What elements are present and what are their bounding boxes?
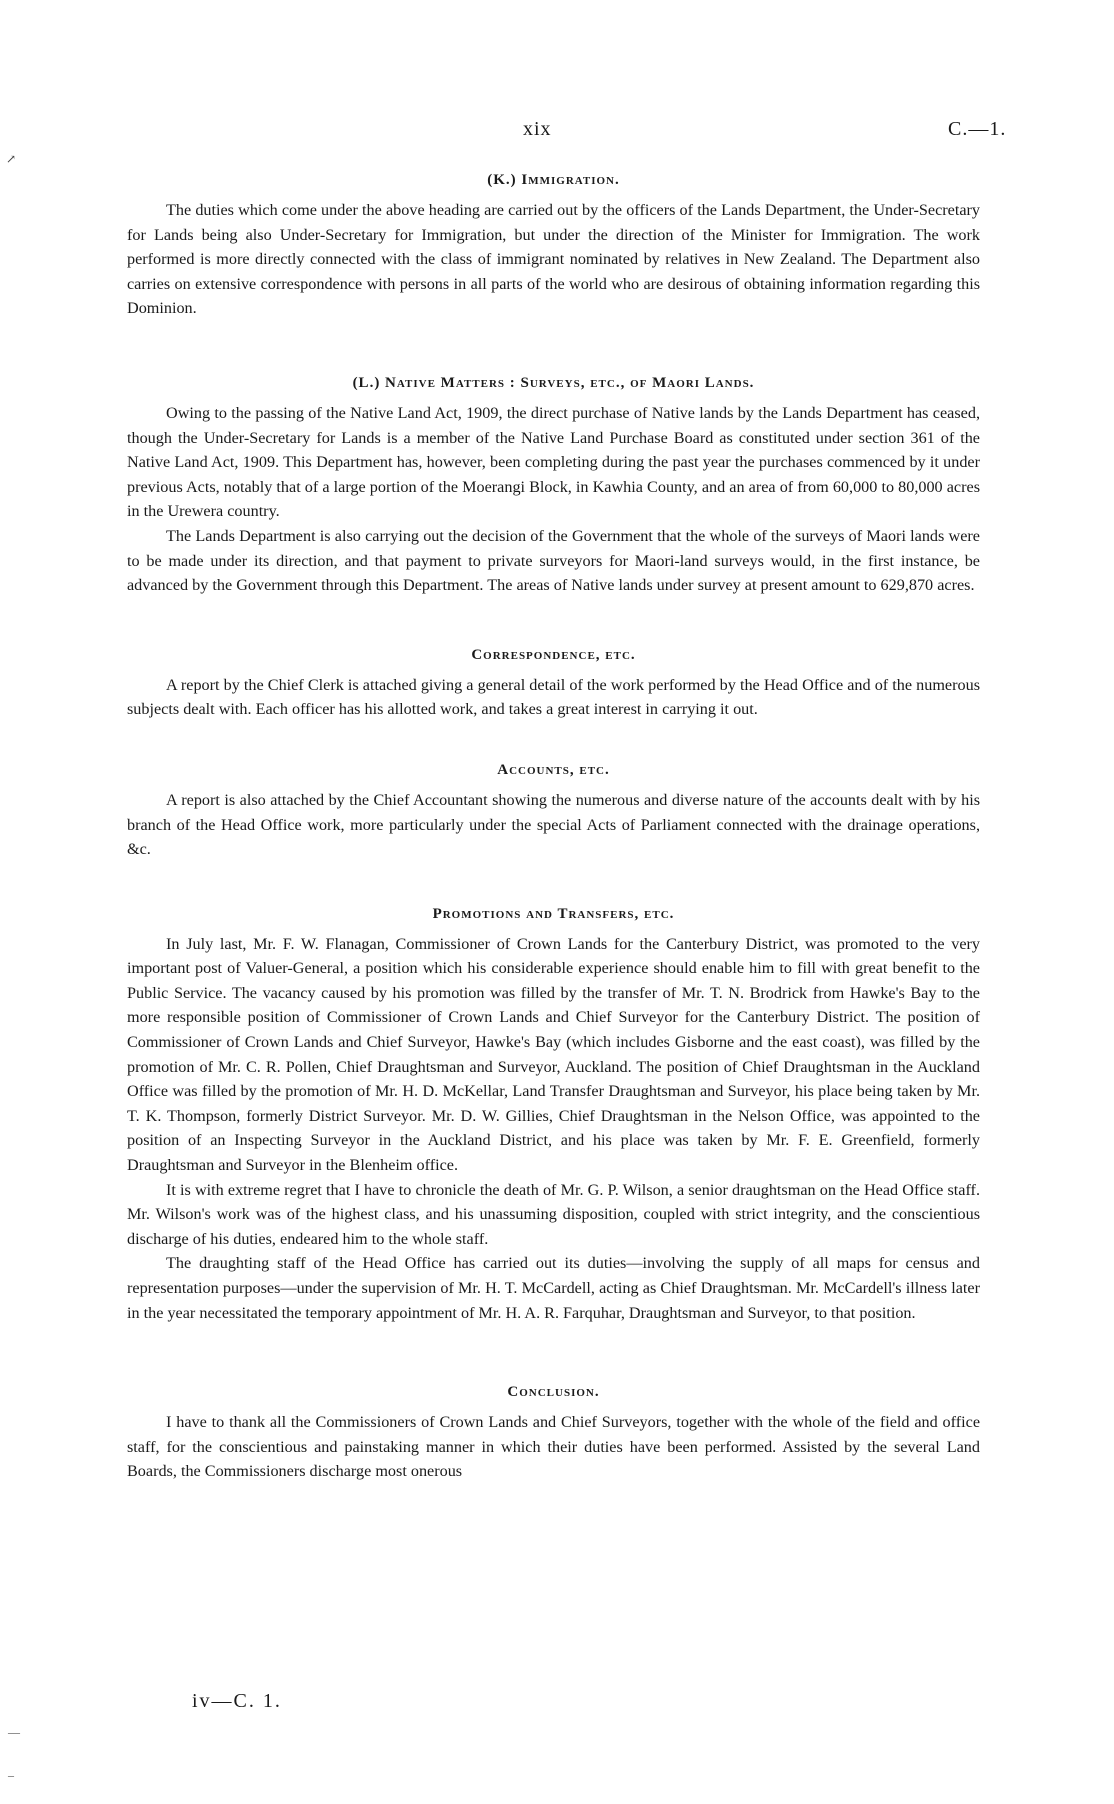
paragraph: In July last, Mr. F. W. Flanagan, Commissioner of Crown Lands for the Canterbury District, was promoted to the very important post of Valuer-General, a position which his considerable experience should enable him to fill with great benefit to the Public Service. The vacancy caused by his promotion was filled by the transfer of Mr. T. N. Brodrick from Hawke's Bay to the more responsible position of Commissioner of Crown Lands and Chief Surveyor for the Canterbury District. The position of Commissioner of Crown Lands and Chief Surveyor, Hawke's Bay (which includes Gisborne and the east coast), was filled by the promotion of Mr. C. R. Pollen, Chief Draughtsman and Surveyor, Auckland. The position of Chief Draughtsman in the Auckland Office was filled by the promotion of Mr. H. D. McKellar, Land Transfer Draughtsman and Surveyor, his place being taken by Mr. T. K. Thompson, formerly District Surveyor. Mr. D. W. Gillies, Chief Draughtsman in the Nelson Office, was appointed to the position of an Inspecting Surveyor in the Auckland District, and his place was taken by Mr. F. E. Greenfield, formerly Draughtsman and Surveyor in the Blenheim office. <box>127 934 980 1175</box>
paragraph: It is with extreme regret that I have to chronicle the death of Mr. G. P. Wilson, a senior draughtsman on the Head Office staff. Mr. Wilson's work was of the highest class, and his unassuming disposition, coupled with strict integrity, and the conscientious discharge of his duties, endeared him to the whole staff. <box>127 1180 980 1248</box>
margin-tick-mark: – <box>8 1768 14 1782</box>
section-conclusion <box>127 1380 980 1484</box>
page-number: xix <box>523 118 552 140</box>
section-heading: Promotions and Transfers, etc. <box>432 905 675 922</box>
paragraph: The Lands Department is also carrying out the decision of the Government that the whole of the surveys of Maori lands were to be made under its direction, and that payment to private surveyors for Maori-land surveys would, in the first instance, be advanced by the Government through this Department. The areas of Native lands under survey at present amount to 629,870 acres. <box>127 526 980 595</box>
section-promotions <box>127 902 980 1326</box>
paper-reference: C.—1. <box>948 118 1007 140</box>
paragraph: The draughting staff of the Head Office has carried out its duties—involving the supply of all maps for census and representation purposes—under the supervision of Mr. H. T. McCardell, acting as Chief Draughtsman. Mr. McCardell's illness later in the year necessitated the temporary appointment of Mr. H. A. R. Farquhar, Draughtsman and Surveyor, to that position. <box>127 1254 980 1322</box>
section-heading: Conclusion. <box>507 1384 600 1401</box>
section-heading: Correspondence, etc. <box>471 646 636 663</box>
margin-tick-mark: — <box>8 1725 20 1739</box>
section-correspondence <box>127 643 980 722</box>
page-header <box>0 118 1114 148</box>
section-heading: (L.) Native Matters : Surveys, etc., of Maori Lands. <box>352 374 755 391</box>
paragraph: A report by the Chief Clerk is attached giving a general detail of the work performed by the Head Office and of the numerous subjects dealt with. Each officer has his allotted work, and takes a great interest in carrying it out. <box>127 675 980 719</box>
paragraph: A report is also attached by the Chief Accountant showing the numerous and diverse nature of the accounts dealt with by his branch of the Head Office work, more particularly under the special Acts of Parliament connected with the drainage operations, &c. <box>127 790 980 859</box>
section-heading: Accounts, etc. <box>497 761 610 778</box>
paragraph: The duties which come under the above heading are carried out by the officers of the Lands Department, the Under-Secretary for Lands being also Under-Secretary for Immigration, but under the direction of the Minister for Immigration. The work performed is more directly connected with the class of immigrant nominated by relatives in New Zealand. The Department also carries on extensive correspondence with persons in all parts of the world who are desirous of obtaining information regarding this Dominion. <box>127 201 980 318</box>
margin-tick-mark: ↗ <box>6 152 17 166</box>
signature-mark: iv—C. 1. <box>192 1690 282 1712</box>
section-native-matters <box>127 371 980 598</box>
section-heading: (K.) Immigration. <box>487 172 620 188</box>
paragraph: Owing to the passing of the Native Land Act, 1909, the direct purchase of Native lands by the Lands Department has ceased, though the Under-Secretary for Lands is a member of the Native Land Purchase Board as constituted under section 361 of the Native Land Act, 1909. This Department has, however, been completing during the past year the purchases commenced by it under previous Acts, notably that of a large portion of the Moerangi Block, in Kawhia County, and an area of from 60,000 to 80,000 acres in the Urewera country. <box>127 403 980 521</box>
document-body <box>127 168 980 1484</box>
section-immigration <box>127 168 980 321</box>
section-accounts <box>127 758 980 862</box>
paragraph: I have to thank all the Commissioners of Crown Lands and Chief Surveyors, together with the whole of the field and office staff, for the conscientious and painstaking manner in which their duties have been performed. Assisted by the several Land Boards, the Commissioners discharge most onerous <box>127 1413 980 1481</box>
